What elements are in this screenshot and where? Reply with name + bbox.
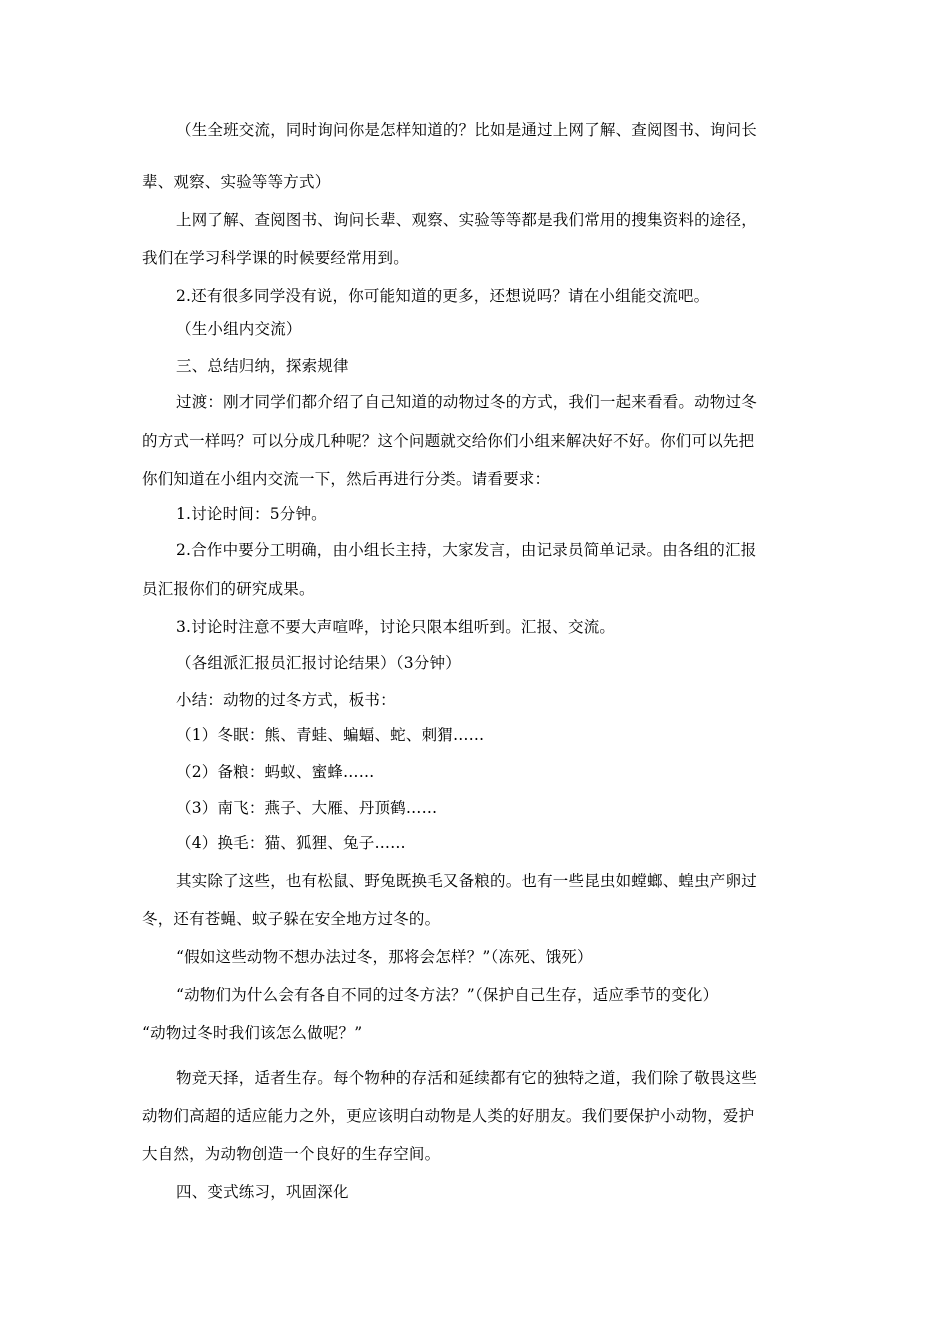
list-item: 3.讨论时注意不要大声喧哗，讨论只限本组听到。汇报、交流。 [176, 618, 616, 636]
paragraph-line: 物竞天择，适者生存。每个物种的存活和延续都有它的独特之道，我们除了敬畏这些 [176, 1069, 757, 1087]
paragraph-line: 上网了解、查阅图书、询问长辈、观察、实验等等都是我们常用的搜集资料的途径， [176, 211, 757, 229]
paragraph-line: （生全班交流，同时询问你是怎样知道的？比如是通过上网了解、查阅图书、询问长 [176, 121, 757, 139]
list-item: （1）冬眠：熊、青蛙、蝙蝠、蛇、刺猬…… [176, 726, 485, 744]
paragraph-line: 的方式一样吗？可以分成几种呢？这个问题就交给你们小组来解决好不好。你们可以先把 [142, 432, 755, 450]
section-heading: 四、变式练习，巩固深化 [176, 1183, 349, 1201]
paragraph-line: 冬，还有苍蝇、蚊子躲在安全地方过冬的。 [142, 910, 441, 928]
paragraph-line: 大自然，为动物创造一个良好的生存空间。 [142, 1145, 441, 1163]
list-item: （4）换毛：猫、狐狸、兔子…… [176, 834, 406, 852]
paragraph-line: （各组派汇报员汇报讨论结果）（3分钟） [176, 654, 461, 672]
paragraph-line: 2.还有很多同学没有说，你可能知道的更多，还想说吗？请在小组能交流吧。 [176, 287, 710, 305]
paragraph-line: 其实除了这些，也有松鼠、野兔既换毛又备粮的。也有一些昆虫如螳螂、蝗虫产卵过 [176, 872, 757, 890]
paragraph-line: 辈、观察、实验等等方式） [142, 173, 331, 191]
paragraph-line: 动物们高超的适应能力之外，更应该明白动物是人类的好朋友。我们要保护小动物，爱护 [142, 1107, 755, 1125]
section-heading: 三、总结归纳，探索规律 [176, 357, 349, 375]
paragraph-line: “动物们为什么会有各自不同的过冬方法？”（保护自己生存，适应季节的变化） [176, 986, 719, 1004]
list-item: （3）南飞：燕子、大雁、丹顶鹤…… [176, 799, 438, 817]
paragraph-line: 我们在学习科学课的时候要经常用到。 [142, 249, 409, 267]
paragraph-line: 过渡：刚才同学们都介绍了自己知道的动物过冬的方式，我们一起来看看。动物过冬 [176, 393, 757, 411]
paragraph-line: 小结：动物的过冬方式，板书： [176, 691, 396, 709]
list-item: 1.讨论时间：5分钟。 [176, 505, 327, 523]
paragraph-line: “动物过冬时我们该怎么做呢？” [142, 1024, 363, 1042]
paragraph-line: 员汇报你们的研究成果。 [142, 580, 315, 598]
list-item: （2）备粮：蚂蚁、蜜蜂…… [176, 763, 375, 781]
paragraph-line: 你们知道在小组内交流一下，然后再进行分类。请看要求： [142, 470, 551, 488]
paragraph-line: （生小组内交流） [176, 320, 302, 338]
list-item: 2.合作中要分工明确，由小组长主持，大家发言，由记录员简单记录。由各组的汇报 [176, 541, 757, 559]
paragraph-line: “假如这些动物不想办法过冬，那将会怎样？”（冻死、饿死） [176, 948, 593, 966]
